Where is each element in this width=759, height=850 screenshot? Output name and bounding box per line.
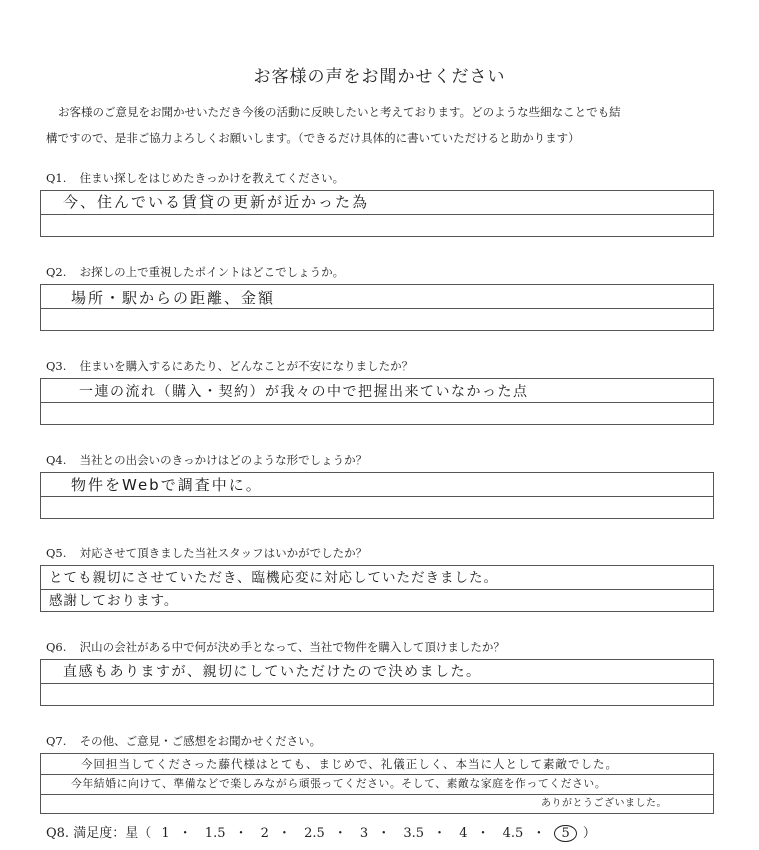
question-number: Q5. xyxy=(46,546,67,560)
separator: ・ xyxy=(333,826,347,841)
question-1 xyxy=(46,170,344,186)
handwritten-answer: 今、住んでいる賃貸の更新が近かった為 xyxy=(63,193,370,211)
question-4 xyxy=(46,452,367,468)
answer-row xyxy=(41,683,713,707)
question-text: 住まい探しをはじめたきっかけを教えてください。 xyxy=(79,171,345,185)
rating-option-5-selected[interactable]: 5 xyxy=(554,825,576,842)
question-2 xyxy=(46,264,344,280)
answer-row xyxy=(41,496,713,520)
rating-option-4-5[interactable]: 4.5 xyxy=(502,826,524,841)
answer-row xyxy=(41,402,713,426)
question-number: Q3. xyxy=(46,359,67,373)
rating-option-1-5[interactable]: 1.5 xyxy=(204,826,226,841)
answer-box-3 xyxy=(40,378,714,425)
question-text: 住まいを購入するにあたり、どんなことが不安になりましたか？ xyxy=(79,359,414,373)
rating-option-1[interactable]: 1 xyxy=(161,826,170,841)
handwritten-answer: 今回担当してくださった藤代様はとても、まじめで、礼儀正しく、本当に人として素敵でした。 xyxy=(81,757,619,771)
intro-line-2: 構ですので、是非ご協力よろしくお願いします。（できるだけ具体的に書いていただけると助かります） xyxy=(46,131,580,145)
question-text: その他、ご意見・ご感想をお聞かせください。 xyxy=(79,734,322,748)
separator: ・ xyxy=(532,826,546,841)
answer-row xyxy=(41,308,713,332)
answer-box-6 xyxy=(40,659,714,706)
question-number: Q2. xyxy=(46,265,67,279)
handwritten-answer: 場所・駅からの距離、金額 xyxy=(71,289,276,307)
answer-box-5 xyxy=(40,565,714,612)
answer-box-4 xyxy=(40,472,714,519)
handwritten-answer: 一連の流れ（購入・契約）が我々の中で把握出来ていなかった点 xyxy=(79,384,529,400)
question-8-satisfaction xyxy=(46,822,596,842)
intro-text xyxy=(46,99,716,151)
answer-box-1 xyxy=(40,190,714,237)
question-text: 当社との出会いのきっかけはどのような形でしょうか？ xyxy=(79,453,368,467)
answer-box-7 xyxy=(40,753,714,814)
separator: ・ xyxy=(476,826,490,841)
question-text: 沢山の会社がある中で何が決め手となって、当社で物件を購入して頂けましたか？ xyxy=(79,640,505,654)
handwritten-answer: 感謝しております。 xyxy=(49,593,179,609)
question-3 xyxy=(46,358,413,374)
question-number: Q4. xyxy=(46,453,67,467)
satisfaction-close: ） xyxy=(582,826,596,841)
question-5 xyxy=(46,545,367,561)
rating-option-2[interactable]: 2 xyxy=(260,826,269,841)
satisfaction-label: 満足度：星（ xyxy=(73,826,152,841)
question-number: Q6. xyxy=(46,640,67,654)
page-title: お客様の声をお聞かせください xyxy=(253,67,506,87)
handwritten-answer: とても親切にさせていただき、臨機応変に対応していただきました。 xyxy=(49,570,498,586)
separator: ・ xyxy=(277,826,291,841)
question-number: Q7. xyxy=(46,734,67,748)
answer-box-2 xyxy=(40,284,714,331)
rating-option-3[interactable]: 3 xyxy=(359,826,369,841)
separator: ・ xyxy=(234,826,248,841)
handwritten-answer: 物件をWebで調査中に。 xyxy=(71,476,263,494)
question-number: Q1. xyxy=(46,171,67,185)
intro-line-1: お客様のご意見をお聞かせいただき今後の活動に反映したいと考えております。どのような些細なことでも結 xyxy=(58,105,621,119)
separator: ・ xyxy=(178,826,192,841)
handwritten-answer: ありがとうございました。 xyxy=(541,798,667,809)
handwritten-answer: 今年結婚に向けて、準備などで楽しみながら頑張ってください。そして、素敵な家庭を作ってください。 xyxy=(71,777,607,790)
separator: ・ xyxy=(433,826,447,841)
rating-option-2-5[interactable]: 2.5 xyxy=(304,826,325,841)
question-text: お探しの上で重視したポイントはどこでしょうか。 xyxy=(79,265,345,279)
rating-option-3-5[interactable]: 3.5 xyxy=(403,826,425,841)
answer-row xyxy=(41,214,713,238)
handwritten-answer: 直感もありますが、親切にしていただけたので決めました。 xyxy=(63,664,482,680)
rating-option-4[interactable]: 4 xyxy=(459,826,468,841)
separator: ・ xyxy=(377,826,391,841)
question-text: 対応させて頂きました当社スタッフはいかがでしたか？ xyxy=(79,546,368,560)
question-number: Q8. xyxy=(46,826,70,841)
question-7 xyxy=(46,733,321,749)
question-6 xyxy=(46,639,505,655)
